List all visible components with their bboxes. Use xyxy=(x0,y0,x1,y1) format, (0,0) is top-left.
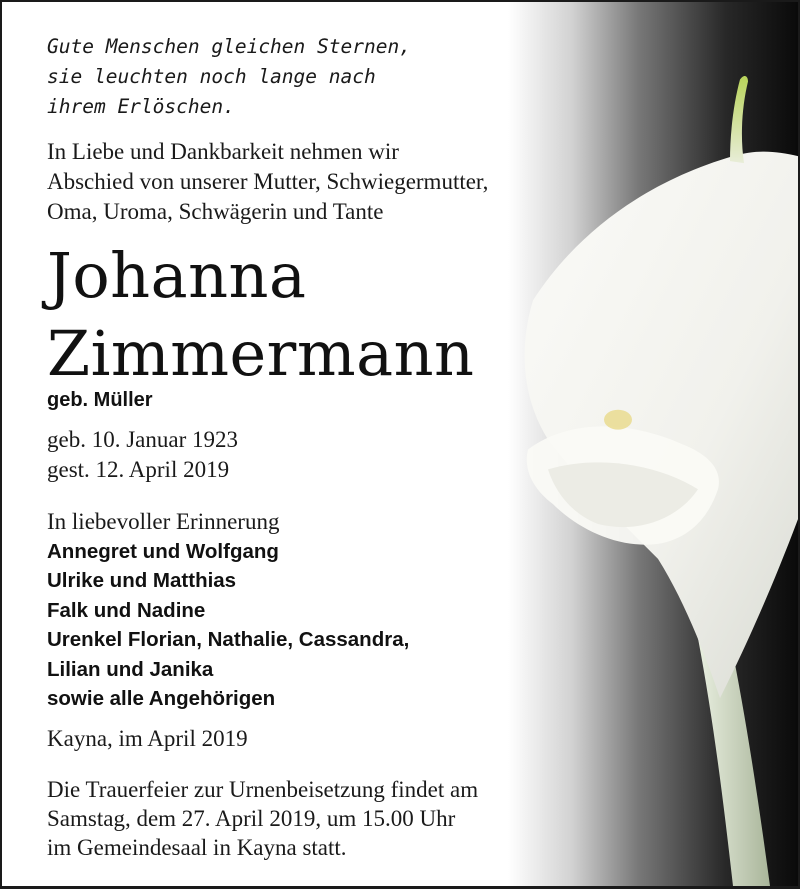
intro-text xyxy=(47,137,488,227)
mourner-entry: Annegret und Wolfgang xyxy=(47,540,279,563)
mourner-entry: Ulrike und Matthias xyxy=(47,569,237,593)
place-date: Kayna, im April 2019 xyxy=(47,726,248,751)
intro-line: In Liebe und Dankbarkeit nehmen wir xyxy=(47,139,399,164)
funeral-line: Die Trauerfeier zur Urnenbeisetzung findet am xyxy=(47,777,479,802)
birth-date: geb. 10. Januar 1923 xyxy=(47,427,238,452)
calla-lily-image xyxy=(508,2,798,886)
mourner-entry: Lilian und Janika xyxy=(47,657,214,681)
mourners-list xyxy=(47,537,409,713)
death-date: gest. 12. April 2019 xyxy=(47,457,230,482)
memory-line: In liebevoller Erinnerung xyxy=(47,509,280,534)
poem-line: ihrem Erlöschen. xyxy=(47,95,235,118)
intro-line: Abschied von unserer Mutter, Schwiegermutter, xyxy=(47,169,489,194)
maiden-name: geb. Müller xyxy=(47,389,153,411)
deceased-last-name: Zimmermann xyxy=(47,317,475,390)
funeral-line: im Gemeindesaal in Kayna statt. xyxy=(47,835,347,860)
poem-quote xyxy=(47,32,547,122)
mourner-entry: Falk und Nadine xyxy=(47,598,206,622)
mourner-entry: sowie alle Angehörigen xyxy=(47,687,276,711)
funeral-line: Samstag, dem 27. April 2019, um 15.00 Uhr xyxy=(47,806,456,831)
poem-line: sie leuchten noch lange nach xyxy=(47,65,376,88)
funeral-info xyxy=(47,775,478,862)
life-dates xyxy=(47,425,238,485)
intro-line: Oma, Uroma, Schwägerin und Tante xyxy=(47,199,384,224)
poem-line: Gute Menschen gleichen Sternen, xyxy=(47,35,411,58)
deceased-first-name: Johanna xyxy=(47,239,307,312)
mourner-entry: Urenkel Florian, Nathalie, Cassandra, xyxy=(47,628,410,652)
